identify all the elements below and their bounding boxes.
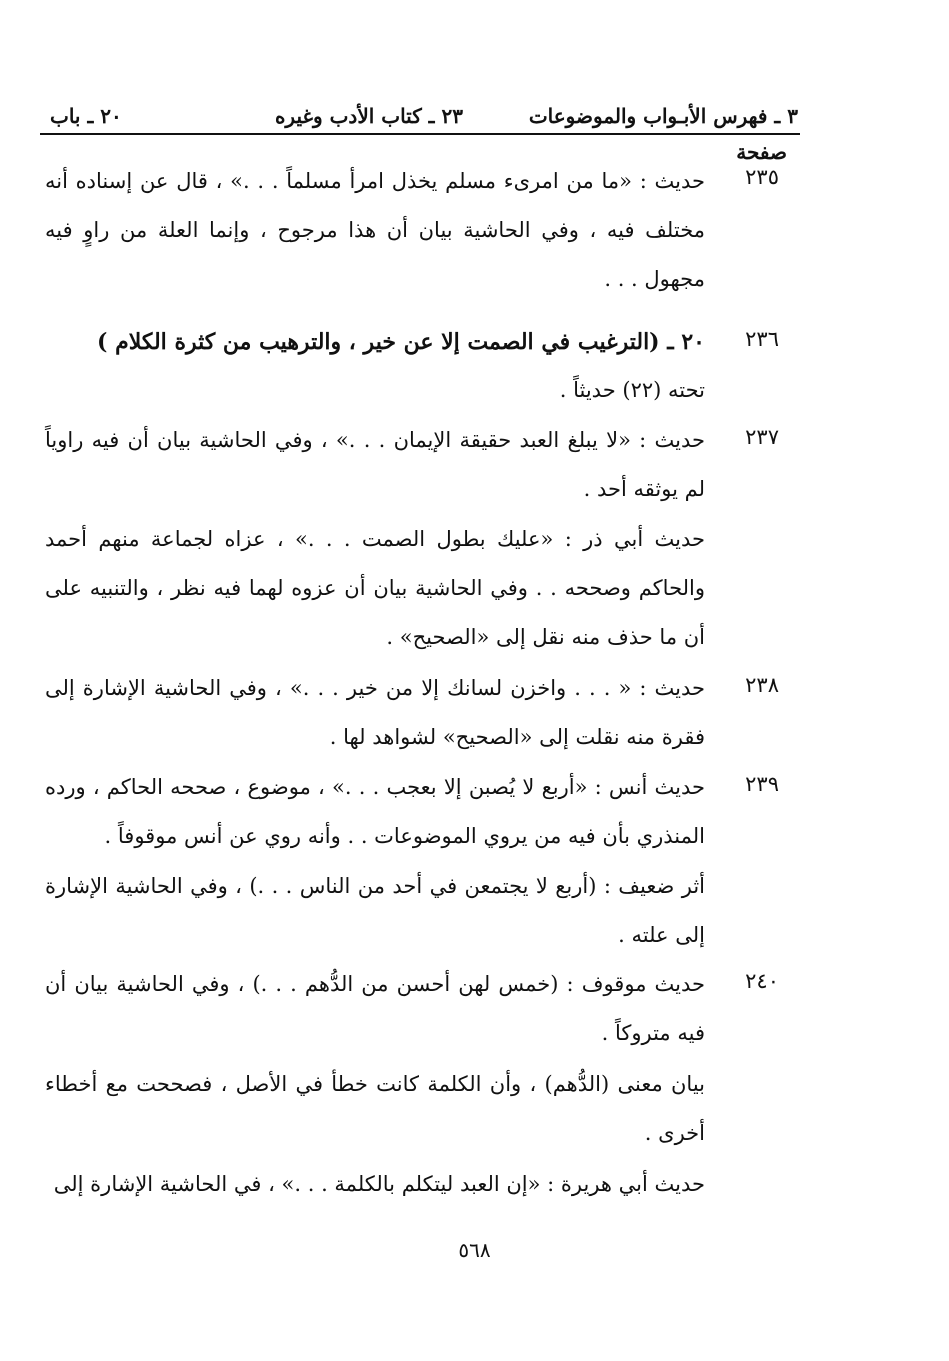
entry-text-extra: بيان معنى (الدُّهم) ، وأن الكلمة كانت خطأ في الأصل ، فصححت مع أخطاء أخرى . (45, 1072, 705, 1145)
header-chapter: ٢٠ ـ باب (50, 104, 122, 128)
header-rule (40, 133, 800, 135)
entry-text: حديث أنس : «أربع لا يُصبن إلا بعجب . . .» ، موضوع ، صححه الحاكم ، ورده المنذري بأن فيه من يروي الموضوعات . . وأنه روي عن أنس موقوفاً . (45, 775, 705, 848)
entry-page-number: ٢٣٧ (745, 425, 779, 449)
entry-text-extra: أثر ضعيف : (أربع لا يجتمعن في أحد من الناس . . .) ، وفي الحاشية الإشارة إلى علته . (45, 874, 705, 947)
entry-page-number: ٢٣٨ (745, 673, 779, 697)
entry-text: حديث : « . . . واخزن لسانك إلا من خير . . .» ، وفي الحاشية الإشارة إلى فقرة منه نقلت إلى «الصحيح» لشواهد لها . (45, 676, 705, 749)
entry-page-number: ٢٤٠ (745, 969, 779, 993)
entry-text-extra: حديث أبي ذر : «عليك بطول الصمت . . .» ، عزاه لجماعة منهم أحمد والحاكم وصححه . . وفي الحاشية بيان أن عزوه لهما فيه نظر ، والتنبيه على أن ما حذف منه نقل إلى «الصحيح» . (45, 527, 705, 649)
entry-text: حديث : «لا يبلغ العبد حقيقة الإيمان . . .» ، وفي الحاشية بيان أن فيه راوياً لم يوثقه أحد . (45, 428, 705, 501)
section-count: تحته (٢٢) حديثاً . (559, 378, 705, 402)
entry-text-extra: حديث أبي هريرة : «إن العبد ليتكلم بالكلمة . . .» ، في الحاشية الإشارة إلى (53, 1172, 705, 1196)
entry-page-number: ٢٣٥ (745, 165, 779, 189)
section-heading: ٢٠ ـ (الترغيب في الصمت إلا عن خير ، والترهيب من كثرة الكلام ) (97, 329, 705, 355)
entry-page-number: ٢٣٦ (745, 327, 779, 351)
entry-text: حديث موقوف : (خمس لهن أحسن من الدُّهم . . .) ، وفي الحاشية بيان أن فيه متروكاً . (45, 972, 705, 1045)
page-column-label: صفحة (736, 140, 787, 164)
page-number: ٥٦٨ (458, 1238, 491, 1262)
header-book-title: ٢٣ ـ كتاب الأدب وغيره (274, 104, 463, 128)
entry-page-number: ٢٣٩ (745, 772, 779, 796)
header-index-title: ٣ ـ فهرس الأبـواب والموضوعات (528, 104, 798, 128)
entry-text: حديث : «ما من امرىء مسلم يخذل امرأ مسلماً . . .» ، قال عن إسناده أنه مختلف فيه ، وفي الحاشية بيان أن هذا مرجوح ، وإنما العلة من راوٍ فيه مجهول . . . (45, 169, 705, 291)
